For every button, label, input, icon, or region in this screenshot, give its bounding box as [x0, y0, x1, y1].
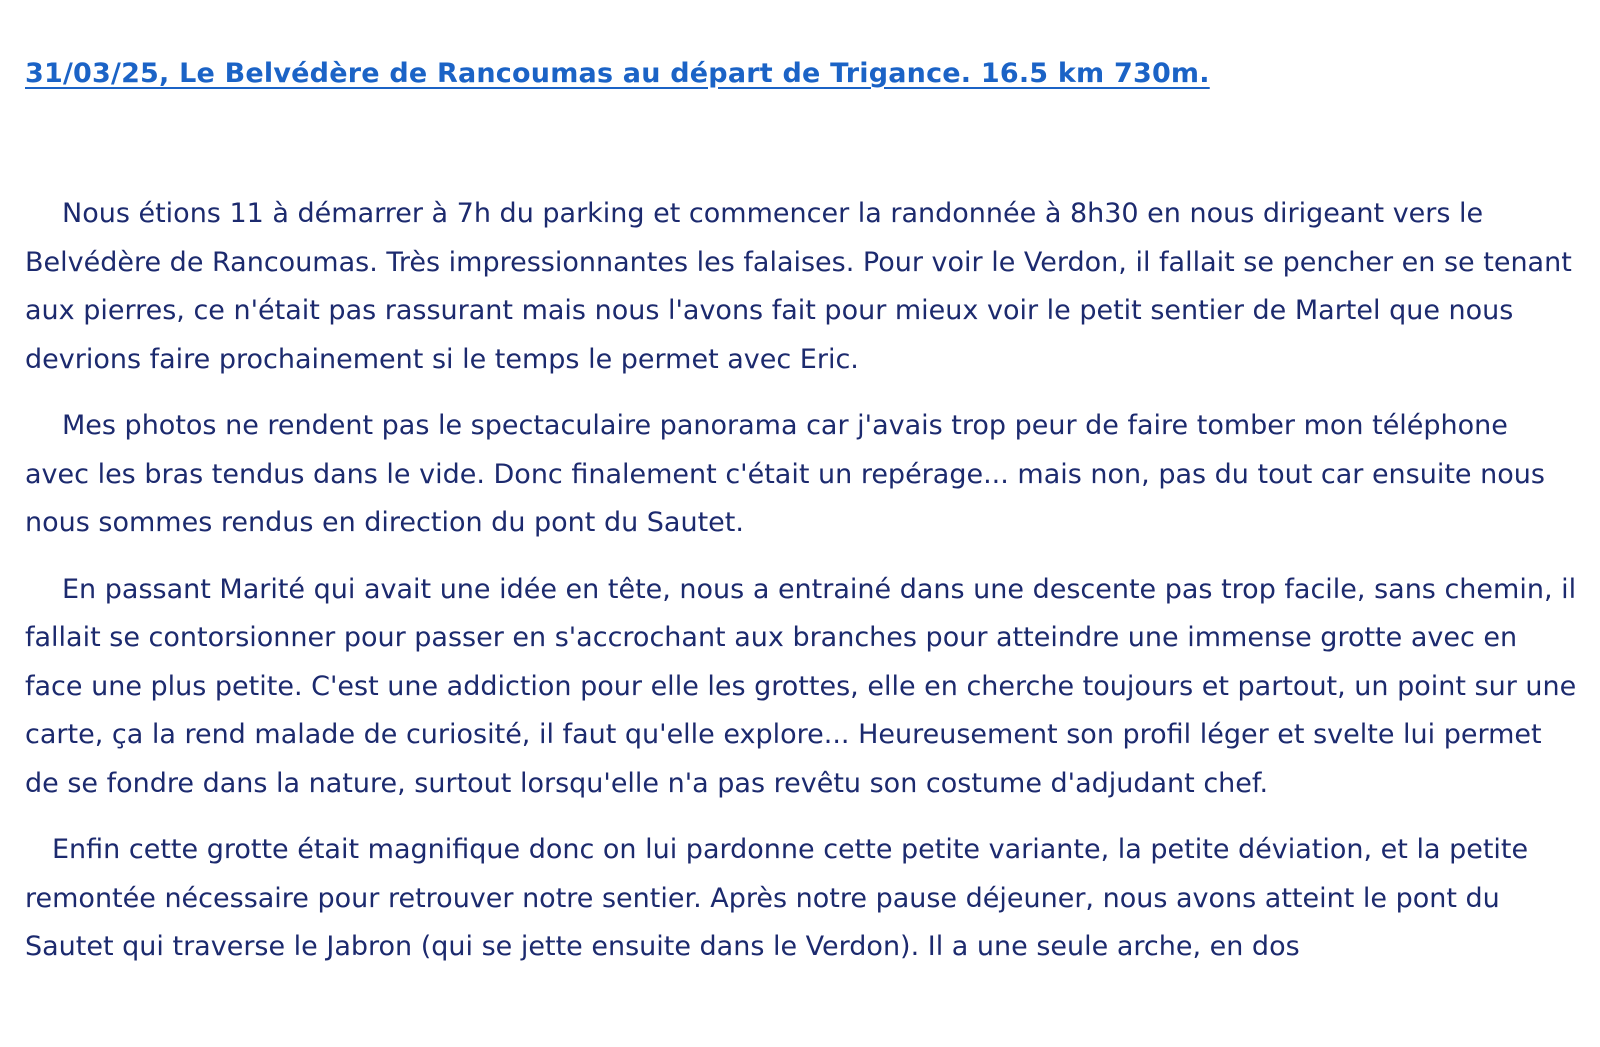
article-body [25, 190, 1577, 990]
page-title[interactable]: 31/03/25, Le Belvédère de Rancoumas au départ de Trigance. 16.5 km 730m. [25, 58, 1210, 89]
paragraph-4: Enfin cette grotte était magnifique donc on lui pardonne cette petite variante, la petite déviation, et la petite remontée nécessaire pour retrouver notre sentier. Après notre pause déjeuner, nous avons atteint le pont du Sautet qui traverse le Jabron (qui se jette ensuite dans le Verdon). Il a une seule arche, en dos [25, 834, 1529, 962]
paragraph-1: Nous étions 11 à démarrer à 7h du parking et commencer la randonnée à 8h30 en nous dirigeant vers le Belvédère de Rancoumas. Très impressionnantes les falaises. Pour voir le Verdon, il fallait se pencher en se tenant aux pierres, ce n'était pas rassurant mais nous l'avons fait pour mieux voir le petit sentier de Martel que nous devrions faire prochainement si le temps le permet avec Eric. [25, 198, 1572, 375]
paragraph-2: Mes photos ne rendent pas le spectaculaire panorama car j'avais trop peur de faire tomber mon téléphone avec les bras tendus dans le vide. Donc finalement c'était un repérage... mais non, pas du tout car ensuite nous nous sommes rendus en direction du pont du Sautet. [25, 410, 1545, 538]
paragraph-3: En passant Marité qui avait une idée en tête, nous a entrainé dans une descente pas trop facile, sans chemin, il fallait se contorsionner pour passer en s'accrochant aux branches pour atteindre une immense grotte avec en face une plus petite. C'est une addiction pour elle les grottes, elle en cherche toujours et partout, un point sur une carte, ça la rend malade de curiosité, il faut qu'elle explore... Heureusement son profil léger et svelte lui permet de se fondre dans la nature, surtout lorsqu'elle n'a pas revêtu son costume d'adjudant chef. [25, 573, 1577, 799]
